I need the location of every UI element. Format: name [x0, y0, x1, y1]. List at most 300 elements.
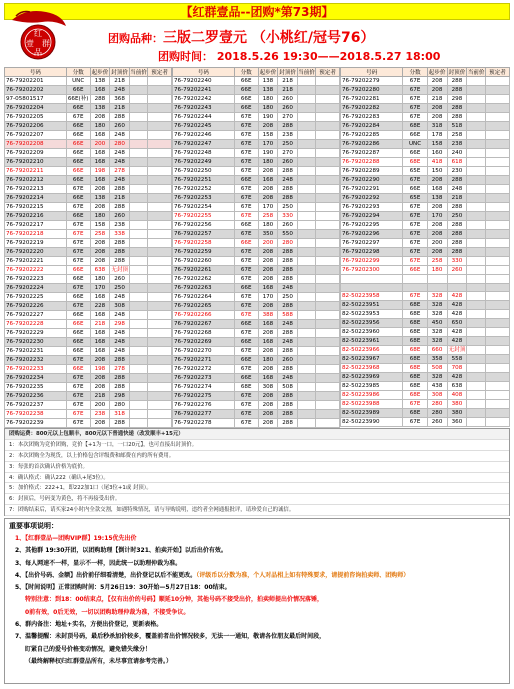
number-cell: 76-79202260 [173, 257, 235, 266]
cap-price-cell: 288 [110, 239, 130, 248]
current-price-cell[interactable] [467, 176, 485, 185]
current-price-cell[interactable] [129, 77, 147, 86]
bidder-cell[interactable] [148, 401, 172, 410]
bidder-cell[interactable] [316, 185, 340, 194]
bidder-cell[interactable] [316, 374, 340, 383]
current-price-cell[interactable] [129, 203, 147, 212]
current-price-cell[interactable] [297, 356, 315, 365]
table-row [341, 113, 510, 122]
current-price-cell[interactable] [129, 419, 147, 428]
bidder-cell[interactable] [148, 131, 172, 140]
bidder-cell[interactable] [148, 104, 172, 113]
current-price-cell[interactable] [467, 95, 485, 104]
current-price-cell[interactable] [467, 257, 485, 266]
shipping-rule: 团购运费：800元以上包顺丰，800元以下普通快递（改发顺丰+15元） [5, 429, 509, 440]
current-price-cell[interactable] [467, 364, 485, 373]
table-row [173, 275, 340, 284]
bidder-cell[interactable] [485, 149, 509, 158]
current-price-cell[interactable] [129, 86, 147, 95]
current-price-cell[interactable] [297, 275, 315, 284]
table-row [341, 122, 510, 131]
bidder-cell[interactable] [148, 410, 172, 419]
grade-cell: 67E [66, 356, 90, 365]
bidder-cell[interactable] [316, 149, 340, 158]
current-price-cell[interactable] [297, 203, 315, 212]
bidder-cell[interactable] [148, 86, 172, 95]
bidder-cell[interactable] [148, 257, 172, 266]
bidder-cell[interactable] [148, 167, 172, 176]
grade-cell: 66E [403, 149, 427, 158]
start-price-cell: 168 [90, 329, 110, 338]
current-price-cell[interactable] [467, 221, 485, 230]
bidder-cell[interactable] [316, 275, 340, 284]
grade-cell: 67E [234, 203, 258, 212]
current-price-cell[interactable] [467, 373, 485, 382]
bidder-cell[interactable] [316, 77, 340, 86]
current-price-cell[interactable] [129, 248, 147, 257]
current-price-cell[interactable] [297, 140, 315, 149]
start-price-cell: 168 [90, 86, 110, 95]
bidder-cell[interactable] [485, 113, 509, 122]
bidder-cell[interactable] [316, 401, 340, 410]
current-price-cell[interactable] [467, 230, 485, 239]
current-price-cell[interactable] [297, 185, 315, 194]
bidder-cell[interactable] [316, 221, 340, 230]
current-price-cell[interactable] [297, 311, 315, 320]
bidder-cell[interactable] [316, 419, 340, 428]
current-price-cell[interactable] [297, 284, 315, 293]
bidder-cell[interactable] [485, 122, 509, 131]
bidder-cell[interactable] [316, 284, 340, 293]
bidder-cell[interactable] [485, 203, 509, 212]
cap-price-cell: 288 [447, 248, 467, 257]
current-price-cell[interactable] [297, 230, 315, 239]
current-price-cell[interactable] [467, 104, 485, 113]
bidder-cell[interactable] [316, 203, 340, 212]
current-price-cell[interactable] [467, 382, 485, 391]
current-price-cell[interactable] [467, 409, 485, 418]
bidder-cell[interactable] [485, 355, 509, 364]
current-price-cell[interactable] [467, 337, 485, 346]
current-price-cell[interactable] [129, 95, 147, 104]
bidder-cell[interactable] [316, 176, 340, 185]
current-price-cell[interactable] [467, 292, 485, 301]
current-price-cell[interactable] [129, 149, 147, 158]
table-row [173, 356, 340, 365]
current-price-cell[interactable] [129, 392, 147, 401]
current-price-cell[interactable] [467, 266, 485, 275]
bidder-cell[interactable] [148, 239, 172, 248]
bidder-cell[interactable] [316, 113, 340, 122]
current-price-cell[interactable] [129, 320, 147, 329]
current-price-cell[interactable] [129, 275, 147, 284]
current-price-cell[interactable] [297, 383, 315, 392]
current-price-cell[interactable] [467, 86, 485, 95]
bidder-cell[interactable] [485, 337, 509, 346]
current-price-cell[interactable] [129, 185, 147, 194]
current-price-cell[interactable] [467, 131, 485, 140]
bidder-cell[interactable] [148, 284, 172, 293]
bidder-cell[interactable] [485, 140, 509, 149]
current-price-cell[interactable] [129, 383, 147, 392]
bidder-cell[interactable] [485, 221, 509, 230]
bidder-cell[interactable] [316, 212, 340, 221]
start-price-cell: 280 [427, 400, 447, 409]
bidder-cell[interactable] [485, 400, 509, 409]
bidder-cell[interactable] [316, 158, 340, 167]
bidder-cell[interactable] [485, 346, 509, 355]
bidder-cell[interactable] [316, 248, 340, 257]
current-price-cell[interactable] [129, 221, 147, 230]
current-price-cell[interactable] [129, 230, 147, 239]
bidder-cell[interactable] [316, 257, 340, 266]
bidder-cell[interactable] [148, 203, 172, 212]
bidder-cell[interactable] [316, 383, 340, 392]
bidder-cell[interactable] [316, 392, 340, 401]
bidder-cell[interactable] [148, 392, 172, 401]
bidder-cell[interactable] [148, 320, 172, 329]
bidder-cell[interactable] [316, 131, 340, 140]
start-price-cell: 208 [427, 176, 447, 185]
bidder-cell[interactable] [148, 329, 172, 338]
current-price-cell[interactable] [467, 418, 485, 427]
current-price-cell[interactable] [467, 77, 485, 86]
number-cell: 76-79202253 [173, 194, 235, 203]
number-cell: 76-79202255 [173, 212, 235, 221]
current-price-cell[interactable] [467, 400, 485, 409]
grade-cell: 67E [66, 221, 90, 230]
number-cell: 76-79202298 [341, 248, 403, 257]
bidder-cell[interactable] [148, 194, 172, 203]
cap-price-cell: 558 [447, 355, 467, 364]
bidder-cell[interactable] [485, 382, 509, 391]
bidder-cell[interactable] [485, 248, 509, 257]
bidder-cell[interactable] [148, 374, 172, 383]
bidder-cell[interactable] [485, 409, 509, 418]
current-price-cell[interactable] [129, 113, 147, 122]
start-price-cell: 180 [90, 275, 110, 284]
grade-cell: 67E [234, 257, 258, 266]
bidder-cell[interactable] [148, 77, 172, 86]
bidder-cell[interactable] [485, 176, 509, 185]
current-price-cell[interactable] [129, 131, 147, 140]
dragon-seal-icon [6, 6, 70, 62]
bidder-cell[interactable] [148, 95, 172, 104]
bidder-cell[interactable] [148, 158, 172, 167]
bidder-cell[interactable] [148, 419, 172, 428]
bidder-cell[interactable] [485, 131, 509, 140]
current-price-cell[interactable] [467, 158, 485, 167]
cap-price-cell: 298 [447, 95, 467, 104]
grade-cell: 67E [66, 203, 90, 212]
current-price-cell[interactable] [129, 266, 147, 275]
number-cell: 76-79202271 [173, 356, 235, 365]
bidder-cell[interactable] [148, 266, 172, 275]
current-price-cell[interactable] [297, 248, 315, 257]
bidder-cell[interactable] [485, 373, 509, 382]
current-price-cell[interactable] [297, 347, 315, 356]
bidder-cell[interactable] [485, 167, 509, 176]
current-price-cell[interactable] [297, 401, 315, 410]
current-price-cell[interactable] [297, 329, 315, 338]
number-cell: 76-79202278 [173, 419, 235, 428]
bidder-cell[interactable] [485, 158, 509, 167]
start-price-cell: 208 [258, 167, 278, 176]
grade-cell [403, 283, 427, 292]
bidder-cell[interactable] [485, 239, 509, 248]
bidder-cell[interactable] [148, 275, 172, 284]
number-cell: 76-79202280 [341, 86, 403, 95]
number-cell: 76-79202228 [5, 320, 67, 329]
current-price-cell[interactable] [129, 257, 147, 266]
cap-price-cell: 518 [447, 122, 467, 131]
bidder-cell[interactable] [148, 230, 172, 239]
current-price-cell[interactable] [467, 194, 485, 203]
number-cell: 76-79202206 [5, 122, 67, 131]
grade-cell: 67E [403, 418, 427, 427]
current-price-cell[interactable] [297, 365, 315, 374]
current-price-cell[interactable] [129, 140, 147, 149]
current-price-cell[interactable] [297, 149, 315, 158]
current-price-cell[interactable] [297, 212, 315, 221]
bidder-cell[interactable] [148, 113, 172, 122]
bidder-cell[interactable] [485, 77, 509, 86]
bidder-cell[interactable] [316, 122, 340, 131]
grade-cell: 67E [234, 392, 258, 401]
bidder-cell[interactable] [485, 266, 509, 275]
current-price-cell[interactable] [297, 320, 315, 329]
cap-price-cell: 428 [447, 301, 467, 310]
bidder-cell[interactable] [316, 230, 340, 239]
bidder-cell[interactable] [148, 347, 172, 356]
grade-cell: 68E [403, 122, 427, 131]
current-price-cell[interactable] [297, 86, 315, 95]
bidder-cell[interactable] [148, 365, 172, 374]
number-cell: 82-50223953 [341, 310, 403, 319]
current-price-cell[interactable] [467, 149, 485, 158]
current-price-cell[interactable] [297, 104, 315, 113]
bidder-cell[interactable] [485, 328, 509, 337]
current-price-cell[interactable] [467, 185, 485, 194]
current-price-cell[interactable] [297, 419, 315, 428]
current-price-cell[interactable] [129, 239, 147, 248]
current-price-cell[interactable] [467, 167, 485, 176]
current-price-cell[interactable] [467, 248, 485, 257]
bidder-cell[interactable] [316, 194, 340, 203]
current-price-cell[interactable] [297, 374, 315, 383]
bidder-cell[interactable] [485, 212, 509, 221]
current-price-cell[interactable] [129, 158, 147, 167]
grade-cell: 67E [66, 410, 90, 419]
current-price-cell[interactable] [467, 355, 485, 364]
bidder-cell[interactable] [316, 365, 340, 374]
bidder-cell[interactable] [148, 149, 172, 158]
current-price-cell[interactable] [467, 113, 485, 122]
current-price-cell[interactable] [297, 77, 315, 86]
current-price-cell[interactable] [129, 194, 147, 203]
current-price-cell[interactable] [129, 347, 147, 356]
bidder-cell[interactable] [316, 302, 340, 311]
current-price-cell[interactable] [129, 329, 147, 338]
cap-price-cell: 288 [447, 77, 467, 86]
bidder-cell[interactable] [485, 257, 509, 266]
start-price-cell: 660 [427, 346, 447, 355]
current-price-cell[interactable] [297, 122, 315, 131]
cap-price-cell: 248 [278, 284, 298, 293]
start-price-cell: 288 [90, 95, 110, 104]
bidder-cell[interactable] [485, 391, 509, 400]
grade-cell: 67E [234, 113, 258, 122]
table-row [173, 392, 340, 401]
current-price-cell[interactable] [129, 212, 147, 221]
logo-char-left: 壹 [26, 39, 34, 48]
column-header: 预定者 [148, 68, 172, 77]
bidder-cell[interactable] [485, 364, 509, 373]
cap-price-cell: 288 [110, 257, 130, 266]
current-price-cell[interactable] [467, 140, 485, 149]
current-price-cell[interactable] [129, 374, 147, 383]
current-price-cell[interactable] [297, 257, 315, 266]
bidder-cell[interactable] [316, 293, 340, 302]
bidder-cell[interactable] [316, 95, 340, 104]
bidder-cell[interactable] [485, 275, 509, 284]
bidder-cell[interactable] [148, 311, 172, 320]
bidder-cell[interactable] [485, 310, 509, 319]
bidder-cell[interactable] [316, 266, 340, 275]
start-price-cell: 138 [90, 194, 110, 203]
bidder-cell[interactable] [148, 122, 172, 131]
current-price-cell[interactable] [297, 221, 315, 230]
grade-cell: 65E [403, 167, 427, 176]
current-price-cell[interactable] [297, 338, 315, 347]
bidder-cell[interactable] [148, 248, 172, 257]
bidder-cell[interactable] [316, 410, 340, 419]
current-price-cell[interactable] [297, 95, 315, 104]
current-price-cell[interactable] [129, 167, 147, 176]
number-cell: 76-79202261 [173, 266, 235, 275]
bidder-cell[interactable] [148, 176, 172, 185]
number-cell: 76-79202222 [5, 266, 67, 275]
bidder-cell[interactable] [148, 293, 172, 302]
current-price-cell[interactable] [129, 365, 147, 374]
current-price-cell[interactable] [297, 113, 315, 122]
bidder-cell[interactable] [316, 356, 340, 365]
current-price-cell[interactable] [297, 410, 315, 419]
current-price-cell[interactable] [129, 311, 147, 320]
cap-price-cell: 250 [278, 140, 298, 149]
current-price-cell[interactable] [467, 203, 485, 212]
start-price-cell: 180 [258, 95, 278, 104]
bidder-cell[interactable] [316, 104, 340, 113]
bidder-cell[interactable] [316, 320, 340, 329]
current-price-cell[interactable] [297, 392, 315, 401]
current-price-cell[interactable] [467, 328, 485, 337]
current-price-cell[interactable] [129, 293, 147, 302]
bidder-cell[interactable] [316, 140, 340, 149]
current-price-cell[interactable] [297, 239, 315, 248]
bidder-cell[interactable] [316, 338, 340, 347]
bidder-cell[interactable] [148, 140, 172, 149]
current-price-cell[interactable] [297, 302, 315, 311]
table-row [173, 410, 340, 419]
number-cell: 82-50223968 [341, 364, 403, 373]
bidder-cell[interactable] [148, 221, 172, 230]
bidder-cell[interactable] [485, 319, 509, 328]
bidder-cell[interactable] [316, 329, 340, 338]
table-row [341, 131, 510, 140]
bidder-cell[interactable] [316, 86, 340, 95]
current-price-cell[interactable] [129, 356, 147, 365]
bidder-cell[interactable] [148, 356, 172, 365]
current-price-cell[interactable] [297, 167, 315, 176]
bidder-cell[interactable] [485, 86, 509, 95]
current-price-cell[interactable] [129, 302, 147, 311]
current-price-cell[interactable] [297, 158, 315, 167]
current-price-cell[interactable] [467, 212, 485, 221]
grade-cell: 67E [66, 230, 90, 239]
bidder-cell[interactable] [148, 302, 172, 311]
current-price-cell[interactable] [467, 239, 485, 248]
start-price-cell: 218 [90, 392, 110, 401]
current-price-cell[interactable] [467, 391, 485, 400]
bidder-cell[interactable] [485, 194, 509, 203]
grade-cell: 67E [403, 212, 427, 221]
bidder-cell[interactable] [316, 239, 340, 248]
current-price-cell[interactable] [297, 266, 315, 275]
bidder-cell[interactable] [316, 347, 340, 356]
table-row [341, 77, 510, 86]
bidder-cell[interactable] [485, 301, 509, 310]
bidder-cell[interactable] [485, 292, 509, 301]
current-price-cell[interactable] [297, 176, 315, 185]
table-row [173, 122, 340, 131]
bidder-cell[interactable] [485, 104, 509, 113]
number-cell: 76-79202221 [5, 257, 67, 266]
current-price-cell[interactable] [467, 122, 485, 131]
current-price-cell[interactable] [467, 310, 485, 319]
current-price-cell[interactable] [467, 319, 485, 328]
bidder-cell[interactable] [148, 185, 172, 194]
bidder-cell[interactable] [485, 283, 509, 292]
bidder-cell[interactable] [485, 95, 509, 104]
table-row [5, 122, 172, 131]
current-price-cell[interactable] [129, 284, 147, 293]
number-cell: 76-79202263 [173, 284, 235, 293]
current-price-cell[interactable] [467, 275, 485, 284]
current-price-cell[interactable] [297, 131, 315, 140]
bidder-cell[interactable] [485, 418, 509, 427]
current-price-cell[interactable] [129, 410, 147, 419]
bidder-cell[interactable] [316, 311, 340, 320]
bidder-cell[interactable] [485, 230, 509, 239]
current-price-cell[interactable] [129, 401, 147, 410]
current-price-cell[interactable] [467, 301, 485, 310]
bidder-cell[interactable] [148, 212, 172, 221]
current-price-cell[interactable] [297, 194, 315, 203]
current-price-cell[interactable] [129, 104, 147, 113]
bidder-cell[interactable] [316, 167, 340, 176]
current-price-cell[interactable] [129, 338, 147, 347]
current-price-cell[interactable] [129, 122, 147, 131]
current-price-cell[interactable] [297, 293, 315, 302]
cap-price-cell: 288 [278, 302, 298, 311]
current-price-cell[interactable] [467, 283, 485, 292]
bidder-cell[interactable] [148, 338, 172, 347]
current-price-cell[interactable] [467, 346, 485, 355]
bidder-cell[interactable] [485, 185, 509, 194]
current-price-cell[interactable] [129, 176, 147, 185]
bidder-cell[interactable] [148, 383, 172, 392]
